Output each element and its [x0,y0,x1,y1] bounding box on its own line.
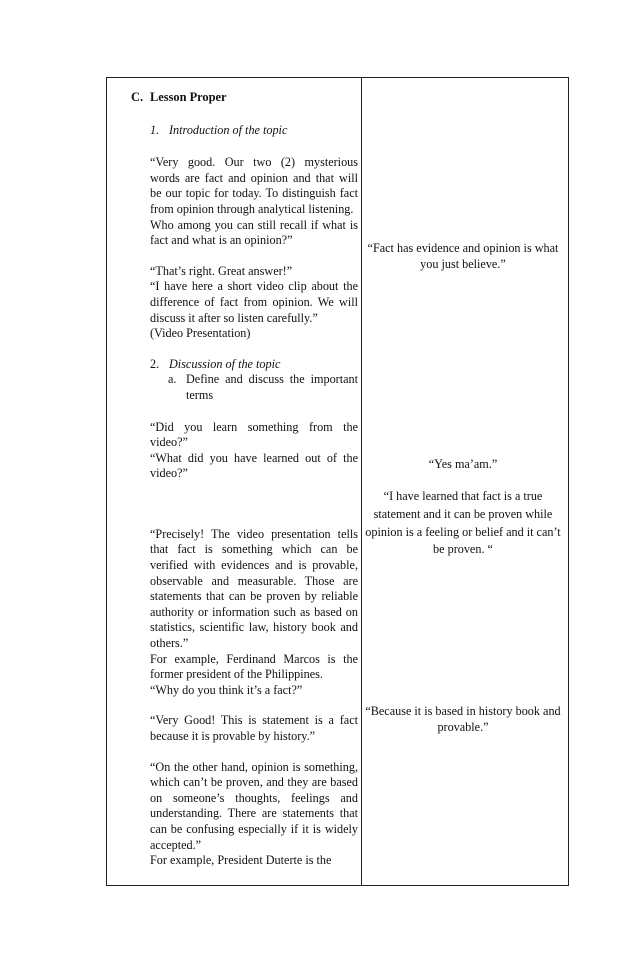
column-divider [361,78,362,885]
opinion-paragraph: “On the other hand, opinion is something, which can’t be proven, and they are based on someone’s thoughts, feelings and understanding. There are statements that can be confusing especially if it is widely accepted.” [150,759,358,852]
example-2-paragraph: For example, President Duterte is the [150,853,332,868]
student-response-1: “Fact has evidence and opinion is what you just believe.” [367,241,559,271]
subitem-text: Define and discuss the important terms [186,372,358,402]
intro-paragraph-2: “That’s right. Great answer!” [150,263,293,278]
intro-heading [150,123,358,139]
example-paragraph: For example, Ferdinand Marcos is the former president of the Philippines. [150,651,358,682]
precisely-paragraph: “Precisely! The video presentation tells that fact is something which can be verified with evidences and is provable, observable and measurable. Those are statements that can be proven by reliable authority or information such as based on statistics, scientific law, history book and others.” [150,526,358,651]
discussion-title: Discussion of the topic [169,356,281,371]
student-response-3: “I have learned that fact is a true statement and it can be proven while opinion is a feeling or belief and it can’t be proven. “ [365,489,561,557]
very-good-paragraph: “Very Good! This is statement is a fact because it is provable by history.” [150,713,358,743]
section-label: C. [131,90,144,104]
section-title: Lesson Proper [150,90,227,104]
why-question: “Why do you think it’s a fact?” [150,682,303,697]
lesson-table [106,77,569,886]
intro-number: 1. [150,122,160,137]
teacher-activity-column [131,90,358,869]
subitem-label: a. [168,372,177,387]
student-response-4: “Because it is based in history book and provable.” [365,704,561,734]
discussion-number: 2. [150,356,160,371]
intro-paragraph-1: “Very good. Our two (2) mysterious words are fact and opinion and that will be our topic for today. To distinguish fact from opinion through analytical listening. [150,155,358,216]
discussion-body [150,420,358,869]
intro-paragraph-1b: Who among you can still recall if what is fact and what is an opinion?” [150,217,358,248]
intro-paragraph-3: “I have here a short video clip about the difference of fact from opinion. We will discuss it after so listen carefully.” [150,279,358,325]
discussion-heading [150,357,358,373]
question-1: “Did you learn something from the video?” [150,419,358,450]
student-response-2: “Yes ma’am.” [428,457,498,471]
intro-paragraph-4: (Video Presentation) [150,326,251,341]
intro-body [150,155,358,342]
discussion-subitem [168,372,358,403]
intro-title: Introduction of the topic [169,122,288,137]
section-heading [131,90,358,106]
question-2: “What did you have learned out of the video?” [150,450,358,481]
